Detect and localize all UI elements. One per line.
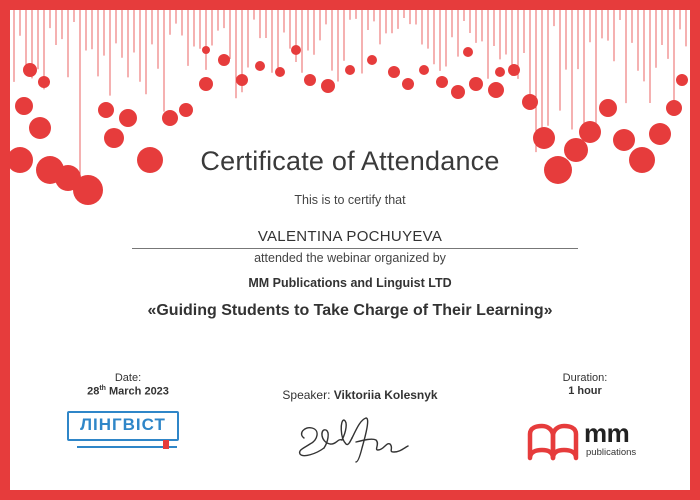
recipient-name: VALENTINA POCHUYEVA: [257, 228, 443, 245]
ornament-ball: [275, 67, 285, 77]
ornament-ball: [522, 94, 538, 110]
ornament-ball: [463, 47, 473, 57]
lingvist-logo: [67, 411, 185, 449]
ornament-ball: [23, 63, 37, 77]
ornament-ball: [218, 54, 230, 66]
date-rest: March 2023: [105, 385, 169, 398]
ornament-ball: [304, 74, 316, 86]
attended-text: attended the webinar organized by: [254, 251, 446, 265]
date-suffix: th: [99, 385, 106, 392]
ornament-ball: [179, 103, 193, 117]
ornament-ball: [436, 76, 448, 88]
ornament-ball: [451, 85, 465, 99]
ornament-ball: [255, 61, 265, 71]
name-underline: [132, 248, 578, 249]
lingvist-logo-text: ЛІНГВІСТ: [80, 415, 166, 434]
ornament-ball: [162, 110, 178, 126]
speaker-line: [240, 388, 480, 402]
ornament-ball: [202, 46, 210, 54]
ornament-ball: [367, 55, 377, 65]
ornament-ball: [402, 78, 414, 90]
ornament-ball: [236, 74, 248, 86]
ornament-ball: [488, 82, 504, 98]
ornament-ball: [508, 64, 520, 76]
ornament-ball: [38, 76, 50, 88]
lingvist-logo-underline: [77, 441, 177, 448]
speaker-name: Viktoriia Kolesnyk: [333, 388, 438, 402]
ornament-ball: [469, 77, 483, 91]
mm-publications-logo: [526, 420, 656, 468]
speaker-signature: [290, 408, 420, 464]
intro-text: This is to certify that: [294, 193, 406, 207]
date-label: Date:: [114, 372, 142, 384]
ornament-ball: [199, 77, 213, 91]
speaker-label: Speaker:: [282, 388, 331, 402]
lingvist-logo-mark: [163, 440, 169, 449]
certificate-title: Certificate of Attendance: [200, 146, 500, 176]
duration-value: 1 hour: [568, 385, 602, 397]
date-day: 28: [87, 385, 100, 398]
mm-logo-wordmark: mm: [584, 418, 630, 448]
ornament-ball: [104, 128, 124, 148]
duration-label: Duration:: [562, 372, 608, 384]
date-value: [68, 385, 188, 398]
ornament-ball: [345, 65, 355, 75]
webinar-title: «Guiding Students to Take Charge of Their Learning»: [147, 302, 553, 319]
mm-logo-subtitle: publications: [586, 447, 637, 458]
ornament-ball: [666, 100, 682, 116]
ornament-ball: [15, 97, 33, 115]
ornament-ball: [649, 123, 671, 145]
ornament-ball: [291, 45, 301, 55]
ornament-ball: [676, 74, 688, 86]
ornament-ball: [119, 109, 137, 127]
organizer-text: MM Publications and Linguist LTD: [248, 276, 452, 290]
ornament-ball: [419, 65, 429, 75]
ornament-ball: [321, 79, 335, 93]
ornament-ball: [579, 121, 601, 143]
ornament-ball: [599, 99, 617, 117]
ornament-ball: [388, 66, 400, 78]
ornament-ball: [98, 102, 114, 118]
open-book-icon: [526, 422, 580, 462]
ornament-ball: [495, 67, 505, 77]
ornament-ball: [29, 117, 51, 139]
